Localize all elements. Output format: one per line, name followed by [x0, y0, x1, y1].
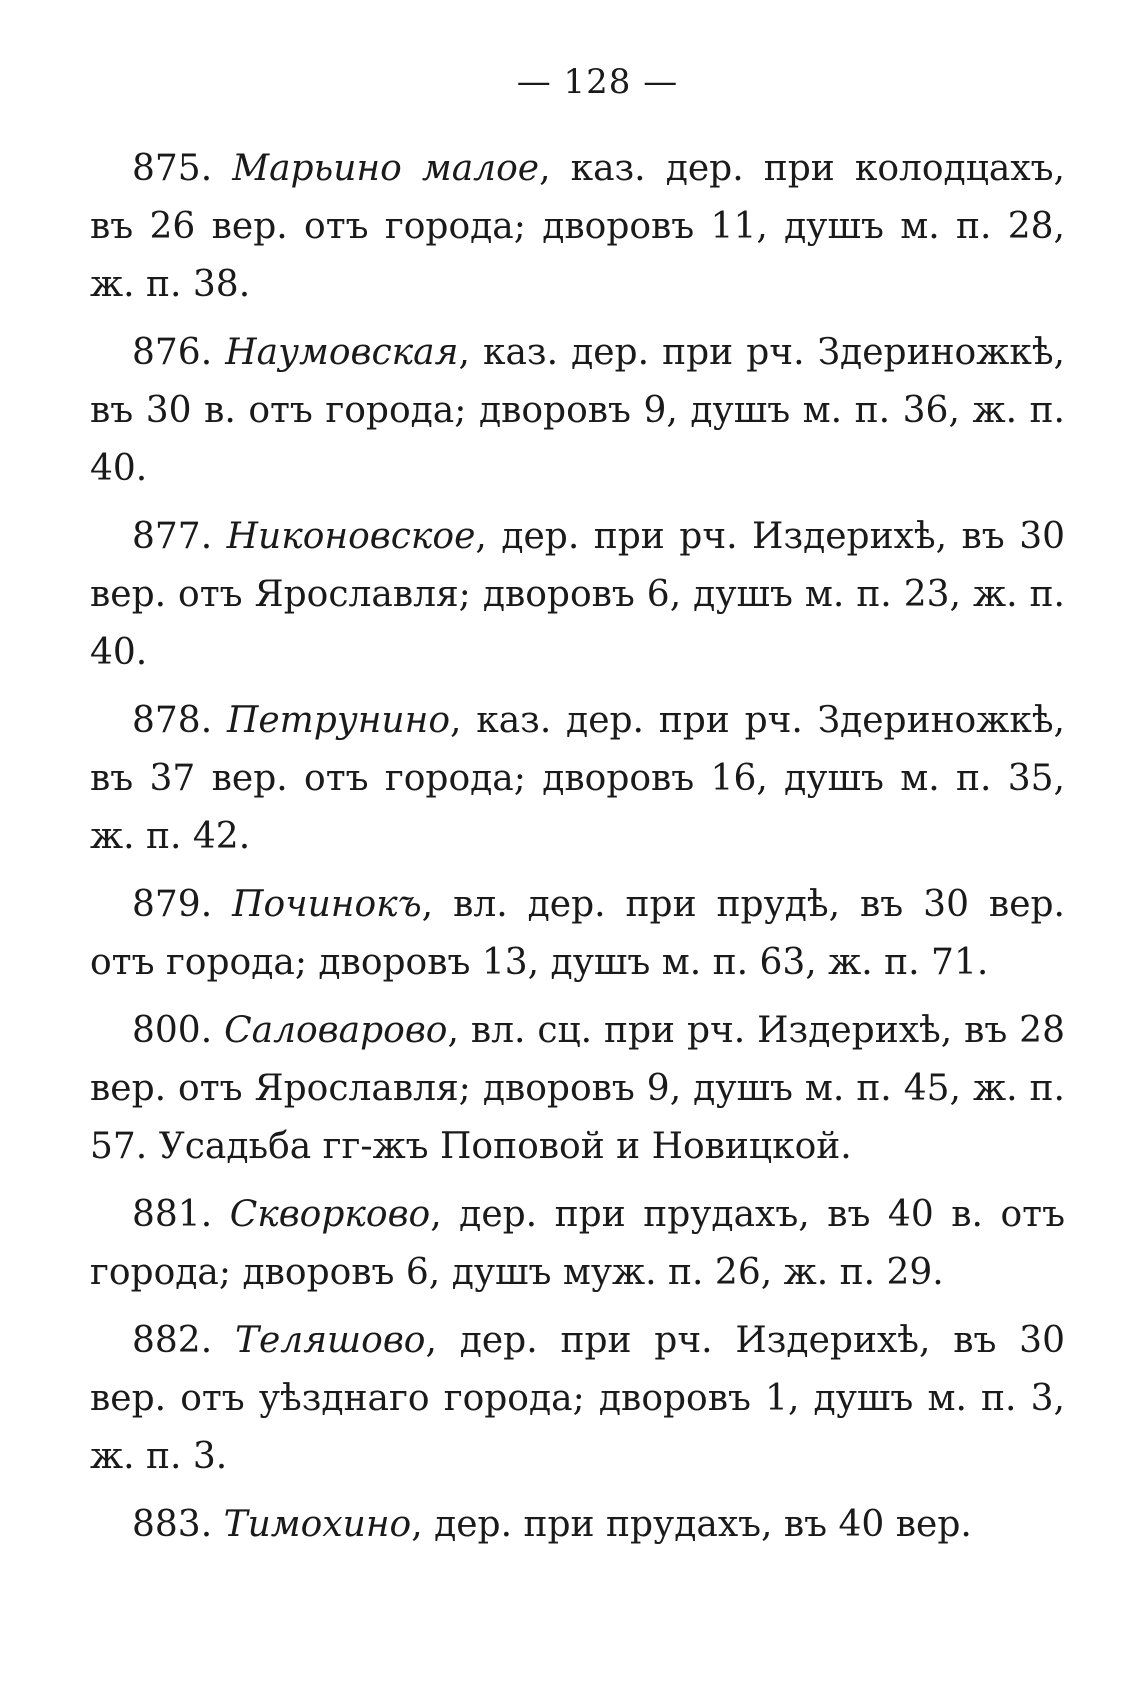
entry-881: [90, 1186, 1065, 1302]
entry-text: , каз. дер. при колодцахъ, въ 26 вер. отъ города; дворовъ 11, душъ м. п. 28, ж. п. 38.: [90, 148, 1065, 305]
entry-name: Петрунино: [226, 700, 450, 741]
entry-name: Теляшово: [234, 1320, 426, 1361]
entry-text: , дер. при рч. Издерихѣ, въ 30 вер. отъ уѣзднаго города; дворовъ 1, душъ м. п. 3, ж. п. 3.: [90, 1320, 1065, 1477]
entry-number: 882.: [132, 1320, 213, 1361]
entry-text: , каз. дер. при рч. Здериножкѣ, въ 37 вер. отъ города; дворовъ 16, душъ м. п. 35, ж. п. 42.: [90, 700, 1065, 857]
entry-number: 878.: [132, 700, 213, 741]
entry-text: , дер. при рч. Издерихѣ, въ 30 вер. отъ Ярославля; дворовъ 6, душъ м. п. 23, ж. п. 40.: [90, 516, 1066, 673]
entry-number: 881.: [132, 1194, 213, 1235]
entry-875: [90, 140, 1065, 314]
entry-number: 876.: [132, 332, 213, 373]
entry-876: [90, 324, 1065, 498]
entry-number: 875.: [132, 148, 213, 189]
entry-name: Наумовская: [225, 332, 459, 373]
entry-text: , дер. при прудахъ, въ 40 в. отъ города; дворовъ 6, душъ муж. п. 26, ж. п. 29.: [90, 1194, 1065, 1293]
entry-883: [90, 1496, 1065, 1554]
page-number: — 128 —: [516, 62, 679, 102]
entry-name: Починокъ: [232, 884, 422, 925]
entry-number: 877.: [132, 516, 213, 557]
entry-882: [90, 1312, 1065, 1486]
entry-name: Саловарово: [224, 1010, 448, 1051]
entry-879: [90, 876, 1065, 992]
entry-text: , каз. дер. при рч. Здериножкѣ, въ 30 в. отъ города; дворовъ 9, душъ м. п. 36, ж. п. 40.: [90, 332, 1065, 489]
entry-text: , дер. при прудахъ, въ 40 вер.: [411, 1504, 972, 1545]
entry-877: [90, 508, 1065, 682]
entry-number: 800.: [132, 1010, 213, 1051]
entry-880: [90, 1002, 1065, 1176]
entry-name: Тимохино: [223, 1504, 412, 1545]
entry-text: , вл. сц. при рч. Издерихѣ, въ 28 вер. отъ Ярославля; дворовъ 9, душъ м. п. 45, ж. п. 57. Усадьба гг-жъ Поповой и Новицкой.: [90, 1010, 1065, 1167]
entry-name: Скворково: [229, 1194, 431, 1235]
entry-name: Марьино малое: [232, 148, 540, 189]
book-page: [90, 62, 1065, 1564]
entry-text: , вл. дер. при прудѣ, въ 30 вер. отъ города; дворовъ 13, душъ м. п. 63, ж. п. 71.: [90, 884, 1065, 983]
entry-number: 879.: [132, 884, 213, 925]
entry-number: 883.: [132, 1504, 213, 1545]
entry-878: [90, 692, 1065, 866]
entry-name: Никоновское: [226, 516, 476, 557]
